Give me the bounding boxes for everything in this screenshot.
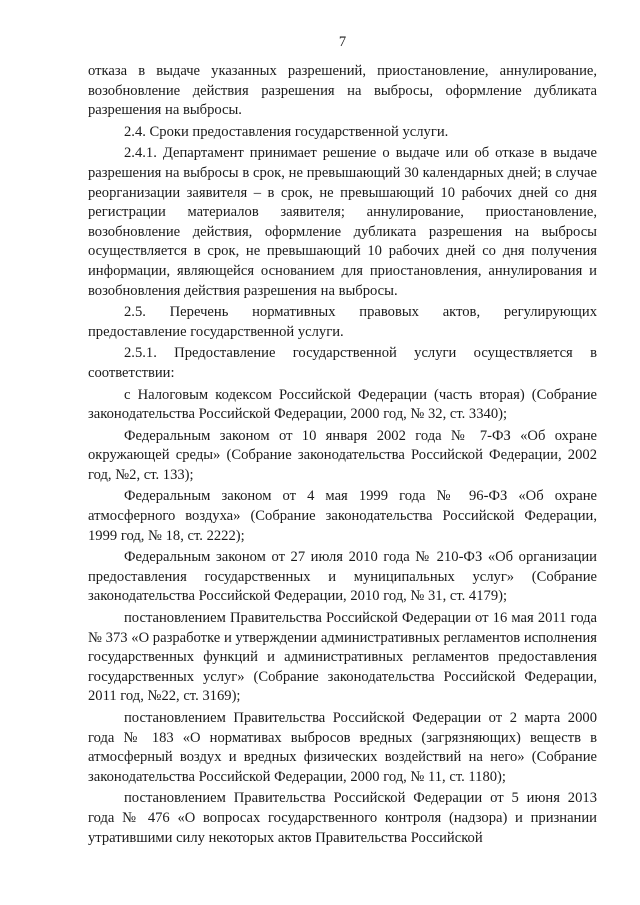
list-item: Федеральным законом от 10 января 2002 года № 7-ФЗ «Об охране окружающей среды» (Собрание законодательства Российской Федерации, 2002 год, №2, ст. 133);: [88, 427, 597, 483]
paragraph: 2.5.1. Предоставление государственной услуги осуществляется в соответствии:: [88, 345, 597, 381]
list-item: с Налоговым кодексом Российской Федерации (часть вторая) (Собрание законодательства Российской Федерации, 2000 год, № 32, ст. 3340);: [88, 386, 597, 423]
list-item: постановлением Правительства Российской Федерации от 2 марта 2000 года № 183 «О нормативах выбросов вредных (загрязняющих) веществ в атмосферный воздух и вредных физических воздействий на него» (Собрание законодательства Российской Федерации, 2000 год, № 11, ст. 1180);: [88, 710, 597, 785]
paragraph: 2.4.1. Департамент принимает решение о выдаче или об отказе в выдаче разрешения на выбросы в срок, не превышающий 30 календарных дней; в случае реорганизации заявителя – в срок, не превышающий 10 рабочих дней со дня регистрации материалов заявителя; аннулирование, приостановление, возобновление действия, оформление дубликата разрешения на выбросы осуществляется в срок, не превышающий 10 рабочих дней со дня получения информации, являющейся основанием для приостановления, аннулирования и возобновления действия разрешения на выбросы.: [88, 145, 597, 299]
list-item: постановлением Правительства Российской Федерации от 16 мая 2011 года № 373 «О разработке и утверждении административных регламентов исполнения государственных функций и административных регламентов предоставления государственных услуг» (Собрание законодательства Российской Федерации, 2011 год, №22, ст. 3169);: [88, 610, 597, 705]
document-body: [88, 62, 597, 848]
paragraph: отказа в выдаче указанных разрешений, приостановление, аннулирование, возобновление действия разрешения на выбросы, оформление дубликата разрешения на выбросы.: [88, 63, 597, 119]
list-item: Федеральным законом от 4 мая 1999 года № 96-ФЗ «Об охране атмосферного воздуха» (Собрание законодательства Российской Федерации, 1999 год, № 18, ст. 2222);: [88, 488, 597, 544]
section-heading: 2.5. Перечень нормативных правовых актов, регулирующих предоставление государственной услуги.: [88, 304, 597, 340]
list-item: Федеральным законом от 27 июля 2010 года № 210-ФЗ «Об организации предоставления государственных и муниципальных услуг» (Собрание законодательства Российской Федерации, 2010 год, № 31, ст. 4179);: [88, 549, 597, 605]
section-heading: 2.4. Сроки предоставления государственной услуги.: [124, 123, 449, 140]
page-number: 7: [338, 34, 347, 50]
list-item: постановлением Правительства Российской Федерации от 5 июня 2013 года № 476 «О вопросах государственного контроля (надзора) и признании утратившими силу некоторых актов Правительства Российской: [88, 790, 597, 846]
